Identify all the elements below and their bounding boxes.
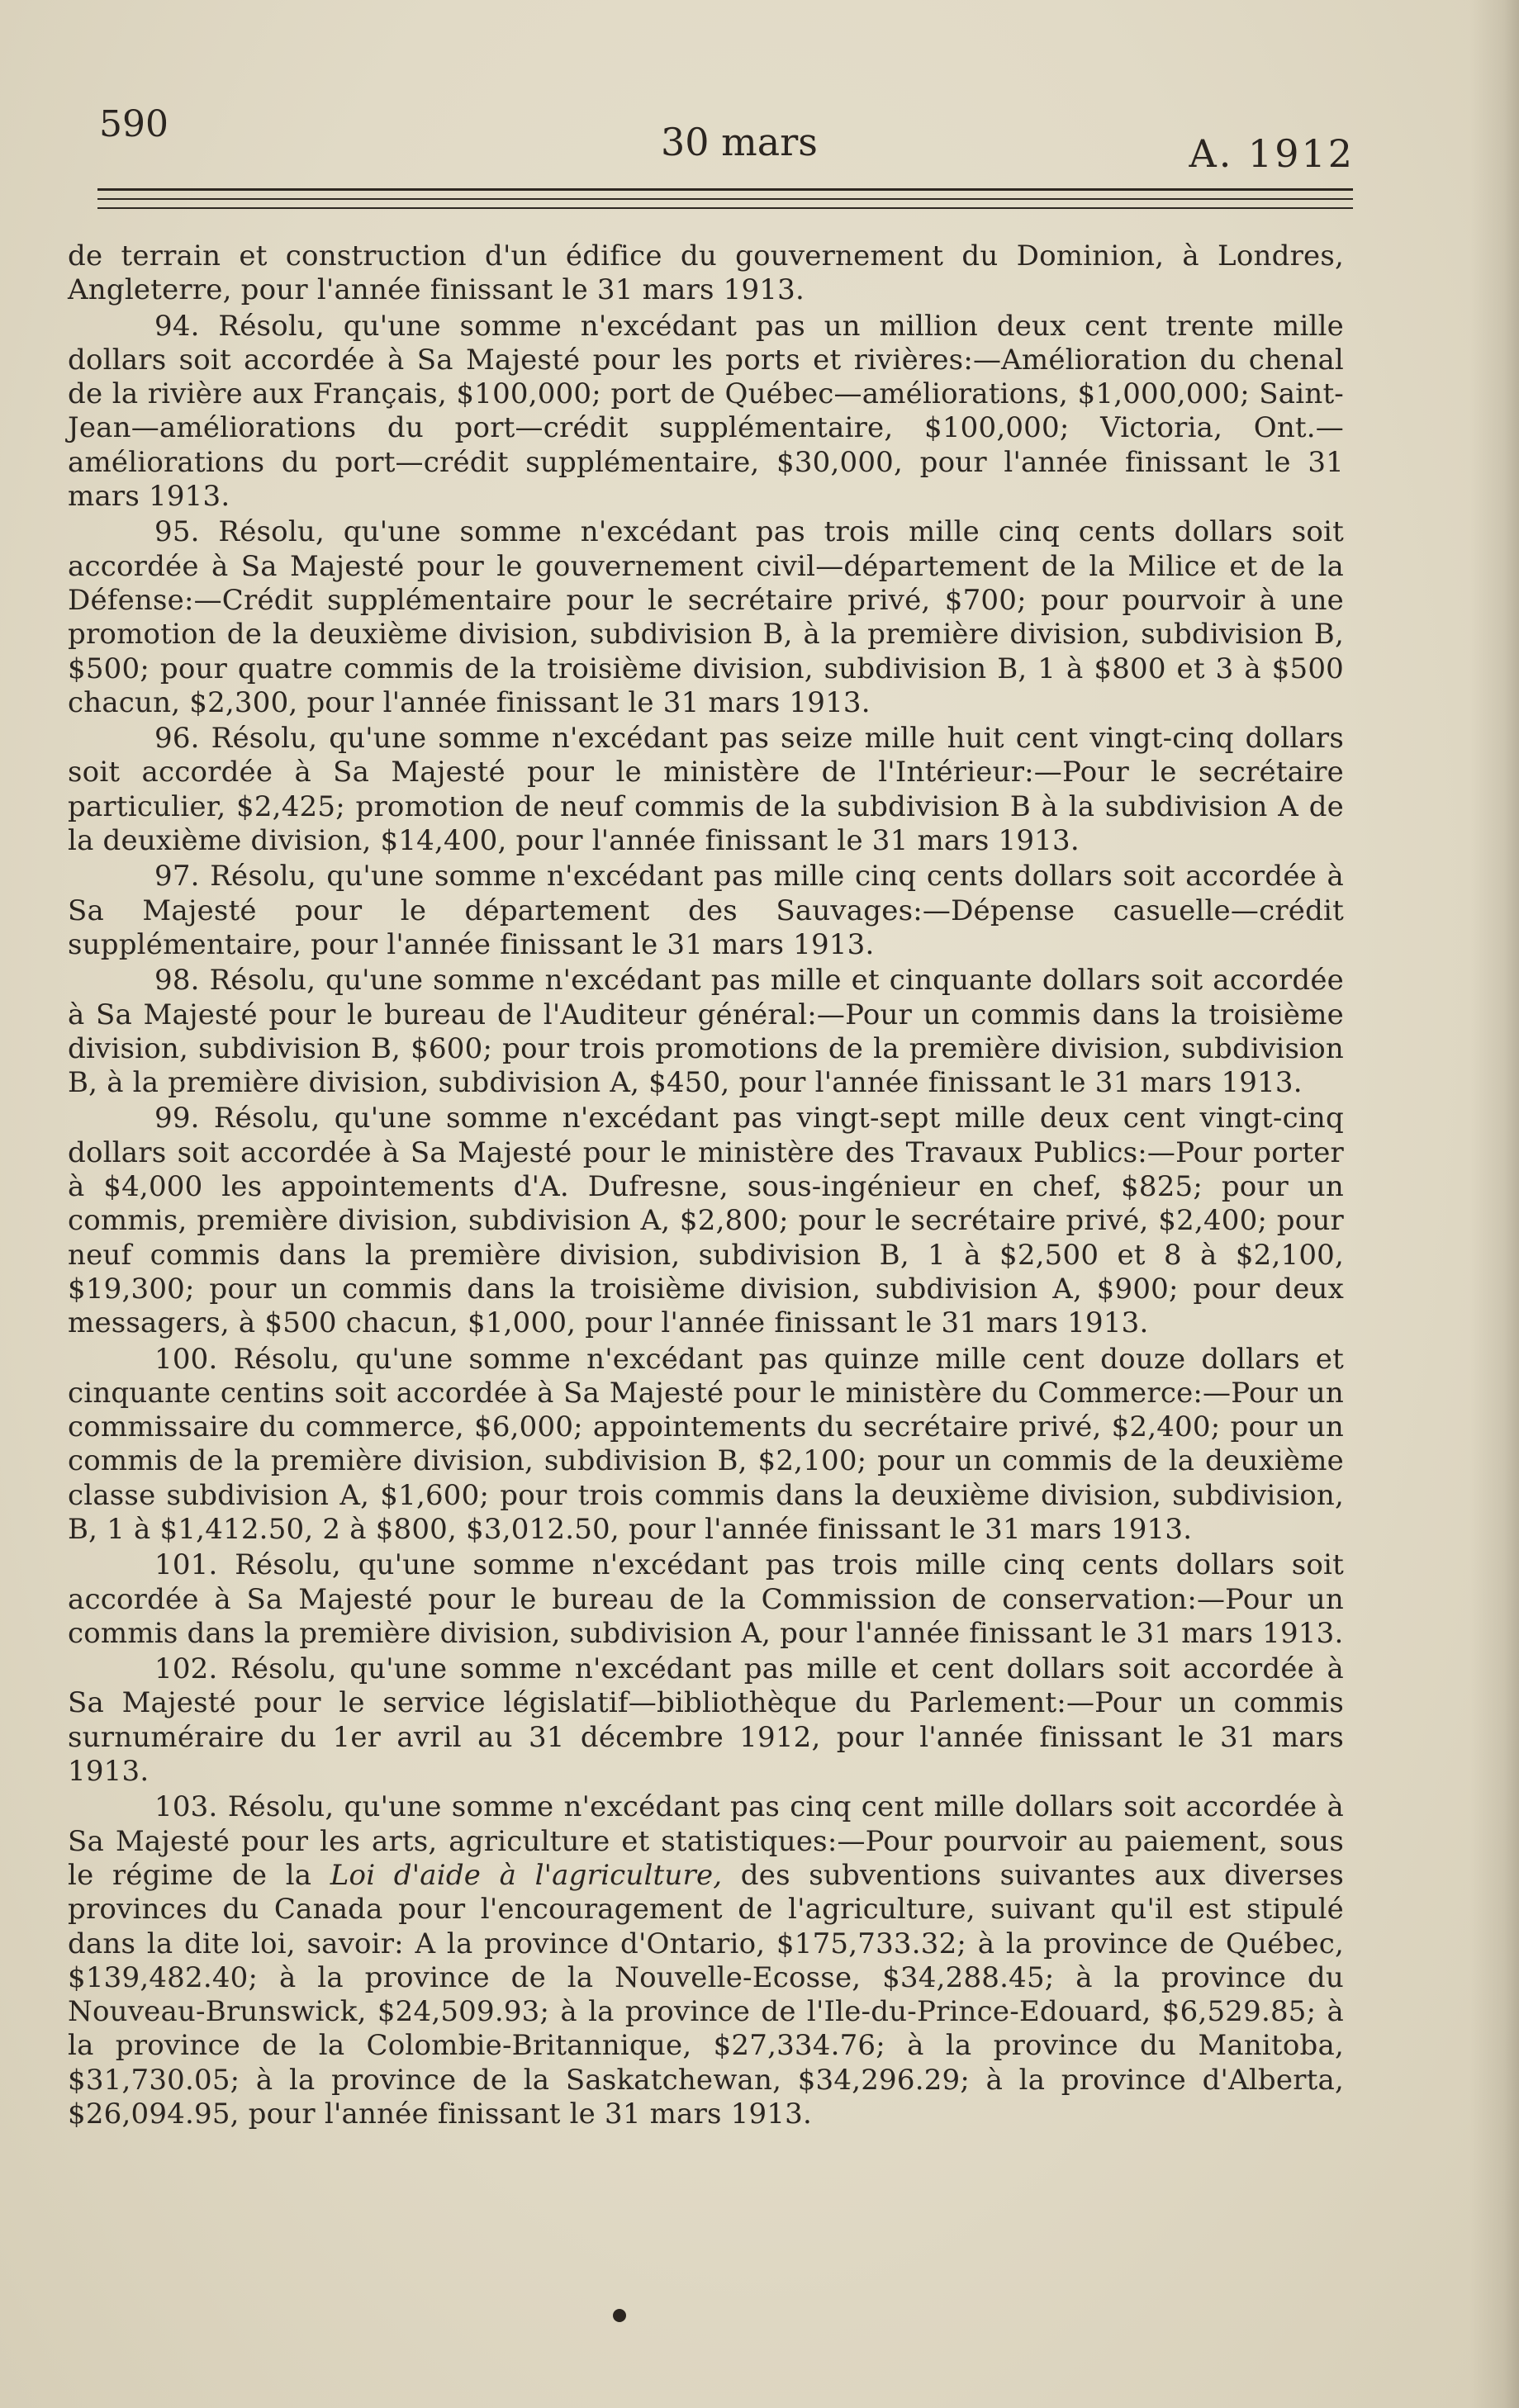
paragraph-text: Résolu, qu'une somme n'excédant pas mille cinq cents dollars soit accordée à Sa Majesté pour le département des Sauvages:—Dépense casuelle—crédit supplémentaire, pour l'année finissant le 31 mars 1913.	[68, 860, 1344, 961]
resolution-102	[68, 1652, 1344, 1789]
resolution-99	[68, 1102, 1344, 1340]
resolution-number: 101.	[154, 1548, 218, 1582]
resolution-101	[68, 1548, 1344, 1651]
law-title: Loi d'aide à l'agriculture,	[330, 1858, 723, 1892]
paragraph-text: Résolu, qu'une somme n'excédant pas quinze mille cent douze dollars et cinquante centins soit accordée à Sa Majesté pour le ministère du Commerce:—Pour un commissaire du commerce, $6,000; appointements du secrétaire privé, $2,400; pour un commis de la première division, subdivision B, $2,100; pour un commis de la deuxième classe subdivision A, $1,600; pour trois commis dans la deuxième division, subdivision, B, 1 à $1,412.50, 2 à $800, $3,012.50, pour l'année finissant le 31 mars 1913.	[68, 1342, 1344, 1546]
resolution-number: 98.	[154, 964, 200, 998]
resolution-number: 102.	[154, 1652, 218, 1686]
resolution-96	[68, 722, 1344, 858]
header-rule-middle	[97, 198, 1353, 200]
ink-dot	[613, 2309, 626, 2322]
paragraph-text: Résolu, qu'une somme n'excédant pas seize mille huit cent vingt-cinq dollars soit accordée à Sa Majesté pour le ministère de l'Intérieur:—Pour le secrétaire particulier, $2,425; promotion de neuf commis de la subdivision B à la subdivision A de la deuxième division, $14,400, pour l'année finissant le 31 mars 1913.	[68, 722, 1344, 858]
running-header	[99, 103, 1355, 176]
paragraph-text: Résolu, qu'une somme n'excédant pas mille et cinquante dollars soit accordée à Sa Majesté pour le bureau de l'Auditeur général:—Pour un commis dans la troisième division, subdivision B, $600; pour trois promotions de la première division, subdivision B, à la première division, subdivision A, $450, pour l'année finissant le 31 mars 1913.	[68, 964, 1344, 1100]
resolution-94	[68, 310, 1344, 514]
paragraph-text: Résolu, qu'une somme n'excédant pas mille et cent dollars soit accordée à Sa Majesté pour le service législatif—bibliothèque du Parlement:—Pour un commis surnuméraire du 1er avril au 31 décembre 1912, pour l'année finissant le 31 mars 1913.	[68, 1652, 1344, 1789]
resolution-number: 103.	[154, 1790, 218, 1824]
resolution-number: 100.	[154, 1342, 218, 1376]
resolution-number: 97.	[154, 860, 200, 894]
paragraph-continuation	[68, 239, 1344, 308]
paragraph-text-before: Résolu, qu'une somme n'excédant pas cinq cent mille dollars soit accordée à Sa Majesté pour les arts, agriculture et statistiques:—Pour pourvoir au paiement, sous le régime de la	[68, 1790, 1344, 1892]
resolution-number: 96.	[154, 722, 200, 756]
paragraph-text: de terrain et construction d'un édifice du gouvernement du Dominion, à Londres, Angleterre, pour l'année finissant le 31 mars 1913.	[68, 239, 1344, 307]
page-number: 590	[99, 103, 169, 145]
header-rule-bottom	[97, 207, 1353, 209]
resolution-100	[68, 1343, 1344, 1548]
resolution-number: 95.	[154, 515, 200, 549]
header-year: A. 1912	[1189, 131, 1355, 176]
paragraph-text: Résolu, qu'une somme n'excédant pas vingt-sept mille deux cent vingt-cinq dollars soit accordée à Sa Majesté pour le ministère des Travaux Publics:—Pour porter à $4,000 les appointements d'A. Dufresne, sous-ingénieur en chef, $825; pour un commis, première division, subdivision A, $2,800; pour le secrétaire privé, $2,400; pour neuf commis dans la première division, subdivision B, 1 à $2,500 et 8 à $2,100, $19,300; pour un commis dans la troisième division, subdivision A, $900; pour deux messagers, à $500 chacun, $1,000, pour l'année finissant le 31 mars 1913.	[68, 1102, 1344, 1340]
gutter-shadow	[1469, 0, 1519, 2408]
resolution-98	[68, 964, 1344, 1100]
paragraph-text: Résolu, qu'une somme n'excédant pas trois mille cinq cents dollars soit accordée à Sa Majesté pour le bureau de la Commission de conservation:—Pour un commis dans la première division, subdivision A, pour l'année finissant le 31 mars 1913.	[68, 1548, 1344, 1650]
resolution-103	[68, 1790, 1344, 2131]
resolution-97	[68, 860, 1344, 962]
paragraph-text: Résolu, qu'une somme n'excédant pas un million deux cent trente mille dollars soit accordée à Sa Majesté pour les ports et rivières:—Amélioration du chenal de la rivière aux Français, $100,000; port de Québec—améliorations, $1,000,000; Saint-Jean—améliorations du port—crédit supplémentaire, $100,000; Victoria, Ont.—améliorations du port—crédit supplémentaire, $30,000, pour l'année finissant le 31 mars 1913.	[68, 309, 1344, 514]
resolution-number: 94.	[154, 309, 200, 343]
resolution-95	[68, 515, 1344, 720]
resolution-number: 99.	[154, 1102, 200, 1135]
header-date: 30 mars	[661, 120, 818, 164]
body-text	[68, 239, 1344, 2133]
paragraph-text: Résolu, qu'une somme n'excédant pas trois mille cinq cents dollars soit accordée à Sa Majesté pour le gouvernement civil—département de la Milice et de la Défense:—Crédit supplémentaire pour le secrétaire privé, $700; pour pourvoir à une promotion de la deuxième division, subdivision B, à la première division, subdivision B, $500; pour quatre commis de la troisième division, subdivision B, 1 à $800 et 3 à $500 chacun, $2,300, pour l'année finissant le 31 mars 1913.	[68, 515, 1344, 719]
paragraph-text-after: des subventions suivantes aux diverses provinces du Canada pour l'encouragement de l'agriculture, suivant qu'il est stipulé dans la dite loi, savoir: A la province d'Ontario, $175,733.32; à la province de Québec, $139,482.40; à la province de la Nouvelle-Ecosse, $34,288.45; à la province du Nouveau-Brunswick, $24,509.93; à la province de l'Ile-du-Prince-Edouard, $6,529.85; à la province de la Colombie-Britannique, $27,334.76; à la province du Manitoba, $31,730.05; à la province de la Saskatchewan, $34,296.29; à la province d'Alberta, $26,094.95, pour l'année finissant le 31 mars 1913.	[68, 1858, 1344, 2131]
header-rule-top	[97, 188, 1353, 191]
